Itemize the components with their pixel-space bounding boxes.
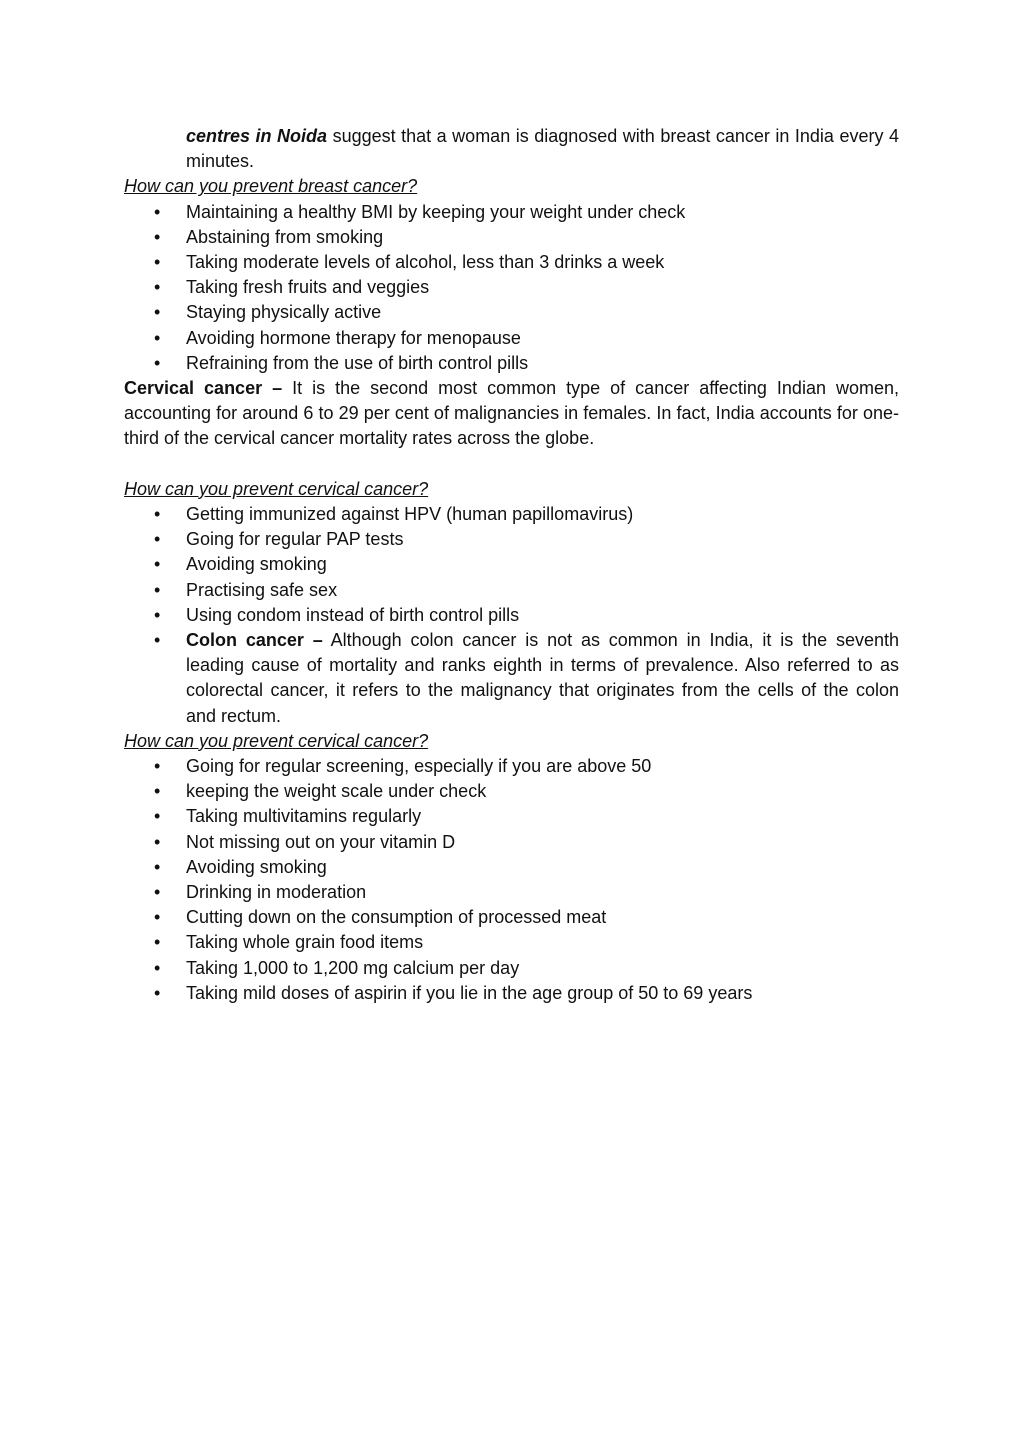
colon-cancer-item [124,628,899,729]
cervical-cancer-paragraph [124,376,899,452]
list-item: • Getting immunized against HPV (human papillomavirus) [124,502,899,527]
list-item: • Staying physically active [124,300,899,325]
list-item: • Not missing out on your vitamin D [124,830,899,855]
intro-lead: centres in Noida [186,126,328,146]
list-item: • Refraining from the use of birth control pills [124,351,899,376]
list-item: • Taking mild doses of aspirin if you lie in the age group of 50 to 69 years [124,981,899,1006]
breast-prevention-list [124,200,899,376]
list-item: • Cutting down on the consumption of processed meat [124,905,899,930]
list-item: • Taking whole grain food items [124,930,899,955]
list-item: • Drinking in moderation [124,880,899,905]
cervical-cancer-term: Cervical cancer – [124,378,283,399]
list-item: • Going for regular PAP tests [124,527,899,552]
colon-prevention-heading: How can you prevent cervical cancer? [124,730,429,751]
list-item: • Practising safe sex [124,578,899,603]
list-item: • Avoiding hormone therapy for menopause [124,326,899,351]
list-item: • Using condom instead of birth control pills [124,603,899,628]
colon-cancer-term: Colon cancer – [186,630,323,651]
list-item: • Abstaining from smoking [124,225,899,250]
list-item: • Avoiding smoking [124,552,899,577]
paragraph-spacer [124,452,899,477]
colon-prevention-list [124,754,899,1006]
list-item: • Avoiding smoking [124,855,899,880]
list-item: • Taking multivitamins regularly [124,804,899,829]
list-item: • Taking moderate levels of alcohol, less than 3 drinks a week [124,250,899,275]
intro-text: suggest that a woman is diagnosed with breast cancer in India every 4 minutes. [186,126,899,172]
list-item: • Taking fresh fruits and veggies [124,275,899,300]
colon-cancer-text: Although colon cancer is not as common in India, it is the seventh leading cause of mortality and ranks eighth in terms of prevalence. Also referred to as colorectal cancer, it refers to the malignancy that originates from the cells of the colon and rectum. [186,630,899,726]
list-item: • keeping the weight scale under check [124,779,899,804]
breast-prevention-heading: How can you prevent breast cancer? [124,176,418,197]
cervical-cancer-text: It is the second most common type of cancer affecting Indian women, accounting for around 6 to 29 per cent of malignancies in females. In fact, India accounts for one-third of the cervical cancer mortality rates across the globe. [124,378,899,449]
list-item: • Taking 1,000 to 1,200 mg calcium per day [124,956,899,981]
document-page [124,124,899,1006]
list-item: • Maintaining a healthy BMI by keeping your weight under check [124,200,899,225]
cervical-prevention-list [124,502,899,729]
intro-paragraph [186,124,899,174]
cervical-prevention-heading: How can you prevent cervical cancer? [124,478,429,499]
list-item: • Going for regular screening, especially if you are above 50 [124,754,899,779]
